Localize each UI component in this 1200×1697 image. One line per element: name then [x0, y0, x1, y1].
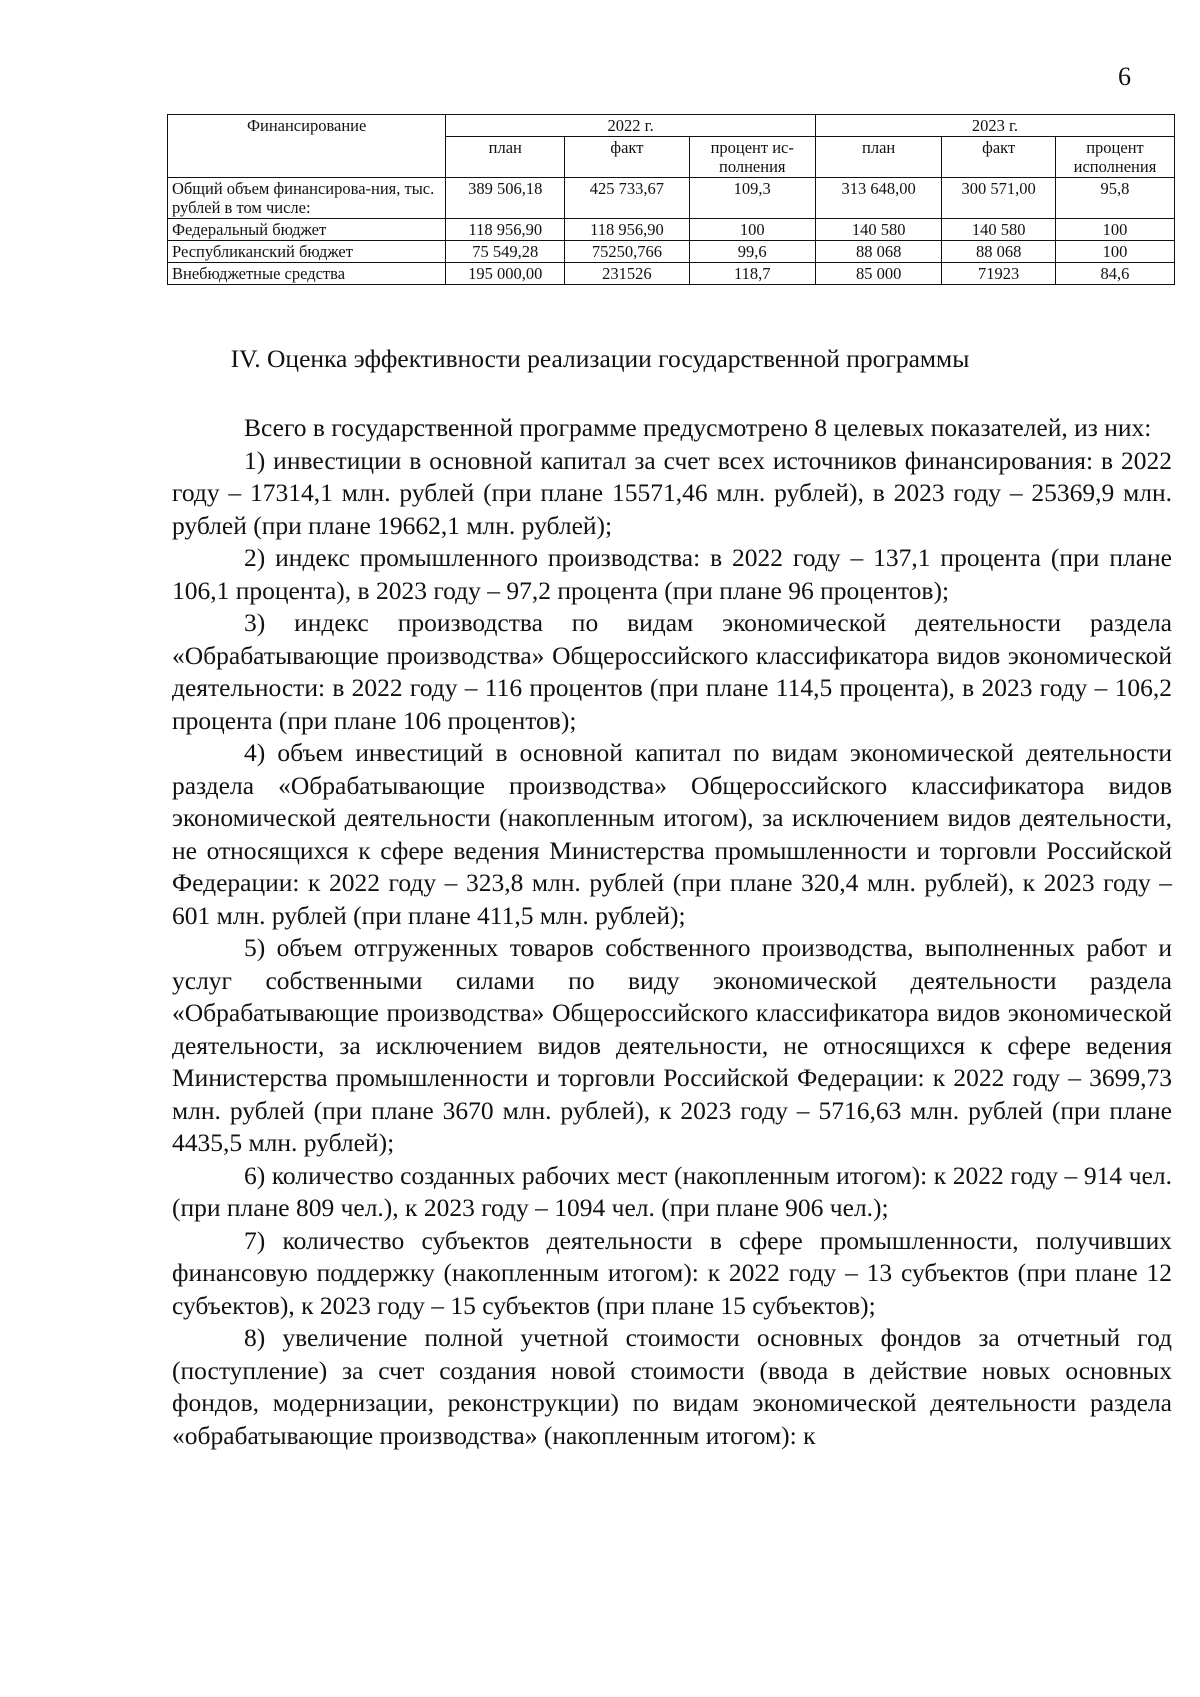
cell-plan-2022: 195 000,00 — [446, 263, 565, 285]
table-row — [168, 219, 1175, 241]
cell-fact-2023: 88 068 — [942, 241, 1056, 263]
cell-fact-2023: 140 580 — [942, 219, 1056, 241]
header-year-2022: 2022 г. — [446, 115, 816, 137]
page-number: 6 — [1118, 62, 1131, 91]
header-fact-2023: факт — [942, 137, 1056, 178]
cell-fact-2022: 425 733,67 — [565, 178, 689, 219]
cell-fact-2023: 71923 — [942, 263, 1056, 285]
cell-percent-2022: 118,7 — [689, 263, 815, 285]
table-row — [168, 178, 1175, 219]
cell-fact-2022: 118 956,90 — [565, 219, 689, 241]
header-year-2023: 2023 г. — [815, 115, 1174, 137]
header-plan-2022: план — [446, 137, 565, 178]
row-label: Федеральный бюджет — [168, 219, 446, 241]
cell-percent-2022: 100 — [689, 219, 815, 241]
cell-percent-2023: 95,8 — [1055, 178, 1174, 219]
table-row — [168, 241, 1175, 263]
body-text — [172, 412, 1172, 1452]
cell-percent-2023: 84,6 — [1055, 263, 1174, 285]
paragraph-item-8: 8) увеличение полной учетной стоимости основных фондов за отчетный год (поступление) за счет создания новой стоимости (ввода в действие новых основных фондов, модернизации, реконструкции) по видам экономической деятельности раздела «обрабатывающие производства» (накопленным итогом): к — [172, 1323, 1172, 1450]
cell-plan-2022: 118 956,90 — [446, 219, 565, 241]
cell-fact-2022: 231526 — [565, 263, 689, 285]
cell-fact-2023: 300 571,00 — [942, 178, 1056, 219]
header-plan-2023: план — [815, 137, 941, 178]
paragraph-item-1: 1) инвестиции в основной капитал за счет всех источников финансирования: в 2022 году – 17314,1 млн. рублей (при плане 15571,46 млн. рублей), в 2023 году – 25369,9 млн. рублей (при плане 19662,1 млн. рублей); — [172, 445, 1172, 540]
paragraph-item-4: 4) объем инвестиций в основной капитал по видам экономической деятельности раздела «Обрабатывающие производства» Общероссийского классификатора видов экономической деятельности (накопленным итогом), за исключением видов деятельности, не относящихся к сфере ведения Министерства промышленности и торговли Российской Федерации: к 2022 году – 323,8 млн. рублей (при плане 320,4 млн. рублей), к 2023 году – 601 млн. рублей (при плане 411,5 млн. рублей); — [172, 738, 1172, 930]
financing-table — [167, 114, 1175, 285]
paragraph-item-5: 5) объем отгруженных товаров собственного производства, выполненных работ и услуг собственными силами по виду экономической деятельности раздела «Обрабатывающие производства» Общероссийского классификатора видов экономической деятельности, за исключением видов деятельности, не относящихся к сфере ведения Министерства промышленности и торговли Российской Федерации: к 2022 году – 3699,73 млн. рублей (при плане 3670 млн. рублей), к 2023 году – 5716,63 млн. рублей (при плане 4435,5 млн. рублей); — [172, 933, 1172, 1157]
cell-fact-2022: 75250,766 — [565, 241, 689, 263]
section-title: IV. Оценка эффективности реализации государственной программы — [230, 344, 970, 373]
cell-plan-2023: 88 068 — [815, 241, 941, 263]
paragraph-item-2: 2) индекс промышленного производства: в 2022 году – 137,1 процента (при плане 106,1 процента), в 2023 году – 97,2 процента (при плане 96 процентов); — [172, 543, 1172, 605]
paragraph-item-3: 3) индекс производства по видам экономической деятельности раздела «Обрабатывающие производства» Общероссийского классификатора видов экономической деятельности: в 2022 году – 116 процентов (при плане 114,5 процента), в 2023 году – 106,2 процента (при плане 106 процентов); — [172, 608, 1172, 735]
header-fact-2022: факт — [565, 137, 689, 178]
row-label: Общий объем финансирова-ния, тыс. рублей в том числе: — [168, 178, 446, 219]
paragraph-intro: Всего в государственной программе предусмотрено 8 целевых показателей, из них: — [244, 413, 1152, 442]
cell-percent-2022: 99,6 — [689, 241, 815, 263]
paragraph-item-6: 6) количество созданных рабочих мест (накопленным итогом): к 2022 году – 914 чел. (при плане 809 чел.), к 2023 году – 1094 чел. (при плане 906 чел.); — [172, 1160, 1172, 1222]
cell-percent-2023: 100 — [1055, 241, 1174, 263]
cell-percent-2023: 100 — [1055, 219, 1174, 241]
header-percent-2023: процент исполнения — [1055, 137, 1174, 178]
table-row — [168, 263, 1175, 285]
cell-plan-2023: 140 580 — [815, 219, 941, 241]
cell-plan-2022: 389 506,18 — [446, 178, 565, 219]
cell-plan-2023: 85 000 — [815, 263, 941, 285]
cell-percent-2022: 109,3 — [689, 178, 815, 219]
header-financing: Финансирование — [168, 115, 446, 178]
row-label: Республиканский бюджет — [168, 241, 446, 263]
cell-plan-2023: 313 648,00 — [815, 178, 941, 219]
paragraph-item-7: 7) количество субъектов деятельности в сфере промышленности, получивших финансовую поддержку (накопленным итогом): к 2022 году – 13 субъектов (при плане 12 субъектов), к 2023 году – 15 субъектов (при плане 15 субъектов); — [172, 1225, 1172, 1320]
header-percent-2022: процент ис-полнения — [689, 137, 815, 178]
row-label: Внебюджетные средства — [168, 263, 446, 285]
cell-plan-2022: 75 549,28 — [446, 241, 565, 263]
